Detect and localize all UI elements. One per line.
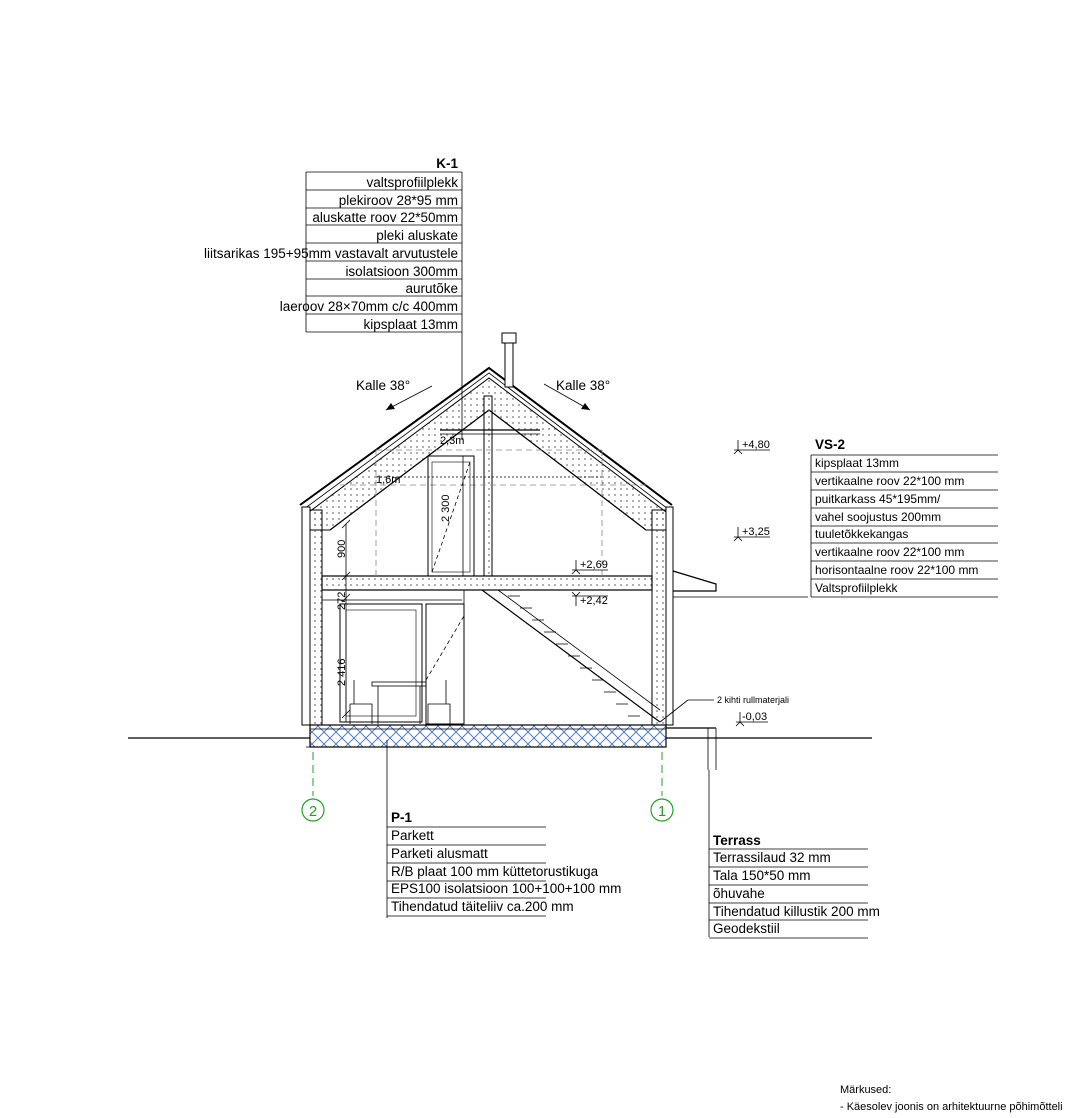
terrace-section-title: Terrass — [713, 833, 761, 848]
roof-layer: liitsarikas 195+95mm vastavalt arvutustele — [204, 246, 458, 261]
chair-left — [350, 680, 372, 724]
wall-section-title: VS-2 — [815, 437, 846, 452]
wall-layer: tuuletõkkekangas — [815, 527, 909, 541]
notes-title: Märkused: — [840, 1084, 892, 1096]
terrace-layer: Tihendatud killustik 200 mm — [713, 904, 880, 919]
dim-900: 900 — [336, 539, 348, 558]
dim-23m: 2,3m — [440, 435, 465, 447]
floor-layer-legend — [387, 740, 621, 918]
roof-layer: isolatsioon 300mm — [345, 264, 458, 279]
ground-slab — [310, 725, 666, 747]
roof-layer: laeroov 28×70mm c/c 400mm — [279, 299, 458, 314]
roof-section-title: K-1 — [436, 156, 458, 171]
level-242: +2,42 — [580, 595, 608, 607]
roof-layer: aurutõke — [405, 281, 458, 296]
dim-2416: 2 416 — [336, 658, 348, 686]
level-480: +4,80 — [742, 439, 770, 451]
chimney-cap — [502, 333, 516, 343]
terrace-layer: Terrassilaud 32 mm — [713, 850, 831, 865]
roof-layer-legend — [204, 156, 462, 440]
chair-right — [428, 680, 450, 724]
staircase — [482, 590, 660, 722]
wall-layer: vertikaalne roov 22*100 mm — [815, 474, 965, 488]
membrane-note — [660, 695, 789, 722]
table — [372, 682, 426, 686]
chimney-pipe — [505, 343, 513, 387]
notes — [840, 1084, 1063, 1113]
roof-layer: pleki aluskate — [376, 228, 458, 243]
roof-layer: valtsprofiilplekk — [366, 175, 458, 190]
dim-16m: 1,6m — [376, 474, 401, 486]
terrace-layer: Geodekstiil — [713, 921, 780, 936]
wall-layer: Valtsprofiilplekk — [815, 581, 898, 595]
wall-layer: horisontaalne roov 22*100 mm — [815, 563, 979, 577]
wall-layer: kipsplaat 13mm — [815, 456, 900, 470]
terrace-layer-legend — [709, 770, 880, 938]
level-325: +3,25 — [742, 526, 770, 538]
floor-layer: Parkett — [391, 828, 434, 843]
axis-right-label: 1 — [657, 803, 667, 820]
floor-section-title: P-1 — [391, 810, 413, 825]
level-003: -0,03 — [742, 711, 768, 723]
dim-2300: 2 300 — [440, 494, 452, 522]
wall-layer: vertikaalne roov 22*100 mm — [815, 545, 965, 559]
roof-layer: plekiroov 28*95 mm — [338, 193, 458, 208]
wall-layer: vahel soojustus 200mm — [815, 510, 942, 524]
intermediate-floor — [322, 576, 652, 590]
floor-layer: Tihendatud täiteliiv ca.200 mm — [391, 899, 574, 914]
slope-right-label: Kalle 38° — [556, 378, 611, 393]
floor-layer: EPS100 isolatsioon 100+100+100 mm — [391, 881, 622, 896]
floor-layer: R/B plaat 100 mm küttetorustikuga — [391, 864, 599, 879]
grid-axes — [302, 752, 673, 821]
wall-layer: puitkarkass 45*195mm/ — [815, 492, 941, 506]
slope-left-label: Kalle 38° — [356, 378, 411, 393]
floor-layer: Parketi alusmatt — [391, 846, 488, 861]
roof-layer: aluskatte roov 22*50mm — [312, 210, 458, 225]
terrace-layer: õhuvahe — [713, 886, 765, 901]
level-269: +2,69 — [580, 559, 608, 571]
dim-272: 272 — [336, 591, 348, 610]
wall-layer-legend — [811, 437, 998, 597]
terrace-layer: Tala 150*50 mm — [713, 868, 811, 883]
ground-door — [426, 604, 464, 724]
membrane-note-text: 2 kihti rullmaterjali — [717, 695, 790, 705]
notes-line: - Käesolev joonis on arhitektuurne põhimõtteli — [840, 1101, 1063, 1113]
axis-left-label: 2 — [308, 803, 318, 820]
roof-layer: kipsplaat 13mm — [363, 317, 458, 332]
